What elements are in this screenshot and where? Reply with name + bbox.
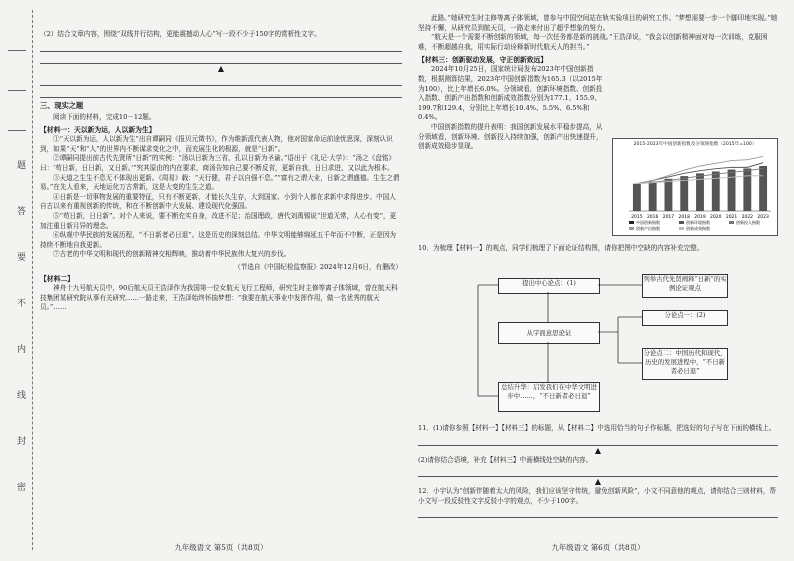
chart-bar (665, 179, 673, 211)
chart-bar (743, 168, 751, 211)
material-one-body (40, 135, 402, 260)
chart-tick-label: 2015 (631, 215, 643, 220)
chart-plot (613, 147, 777, 233)
chart-legend-label: 创新投入指数 (736, 220, 760, 225)
material-one-title: 【材料一：天以新为运，人以新为生】 (40, 126, 156, 135)
binding-label: 要 (15, 252, 25, 261)
page-footer-left: 九年级语文 第5页（共8页） (174, 543, 268, 552)
binding-line[interactable] (8, 90, 26, 91)
triangle-mark: ▲ (594, 445, 602, 455)
triangle-mark: ▲ (594, 477, 602, 487)
instruction: 阅读下面的材料，完成10－12题。 (53, 112, 156, 121)
chart-bar (633, 184, 641, 211)
page-footer-right: 九年级语文 第6页（共8页） (551, 543, 645, 552)
material-one-paragraph: ②谭嗣同提出前古代先贤所“日新”的实例：“汤以日新为三省，孔以日新为圣谕。”语出于《礼记·大学》：“汤之《盘铭》曰：‘苟日新，日日新，又日新。’”究其原由的内在要求，商汤告知自己要不断反省，更新自我，日日求进，又以此为根本。 (40, 154, 396, 172)
flowchart-right3: 分论点二：中国历代和现代，历史的发展进程中，“不日新者必日退” (642, 348, 728, 380)
question-11b: (2)请你结合语境，补充【材料三】中画横线处空缺的内容。 (418, 455, 593, 464)
chart-bar (649, 182, 657, 211)
answer-line[interactable] (40, 86, 402, 98)
chart-bar (712, 171, 720, 211)
chart-legend-swatch (679, 221, 684, 224)
chart-legend-label: 创新环境指数 (686, 220, 710, 225)
answer-line[interactable] (40, 40, 402, 52)
triangle-mark: ▲ (217, 63, 225, 73)
material-three-text2: 中国创新指数的提升表明：我国创新发展水平稳步提高，从分领域看，创新环境、创新投入持续加强，创新产出快速提升，创新成效稳步显现。 (418, 122, 603, 151)
flowchart-conclusion: 总结升华：启发我们在中华文明进步中……，“不日新者必日退” (498, 382, 600, 412)
flowchart (418, 270, 778, 420)
material-one-paragraph: ④日新是一切事物发展的重要特征，只有不断更新，才能长久生存，大到国家、小到个人都在求新中求得进步。中国人自古以来有重视创新的传统，和在不断创新中大发展、建设现代化强国。 (40, 192, 396, 211)
material-three-text: 2024年10月25日，国家统计局发布2023年中国创新指数，根据测算结果，2023年中国创新指数为165.3（以2015年为100），比上年增长6.0%。分领域看，创新环境指数、创新投入指数、创新产出指数和创新成效指数分别为177.1、155.9、199.7和129.4，分别比上年增长10.4%、5.5%、6.5%和0.4%。 (418, 65, 603, 122)
chart-tick-label: 2021 (725, 215, 738, 220)
chart-legend-label: 创新成效指数 (686, 226, 710, 231)
chart-legend-label: 中国创新指数 (636, 220, 660, 225)
material-two-paragraph: “航天是一个需要不断创新的领域，每一次任务都是新的挑战。”王浩泽说，“我会以创新精神面对每一次训练，克服困难，不断超越自我，用实际行动诠释新时代航天人的担当。” (418, 33, 768, 51)
chart-legend-swatch (629, 221, 634, 224)
question-intro: （2）结合文章内容，围绕“双线并行结构，更能震撼动人心”写一段不少于150字的赏析性文字。 (40, 30, 321, 38)
flowchart-right2[interactable]: 分论点一：(2) (642, 310, 728, 326)
chart-tick-label: 2016 (646, 215, 659, 220)
flowchart-center: 提出中心论点：(1) (498, 278, 600, 294)
binding-line[interactable] (8, 50, 26, 51)
answer-line[interactable] (418, 434, 778, 446)
chart-bar (728, 170, 736, 211)
question-11a: 11．(1)请你参照【材料一】【材料三】的标题，从【材料二】中选用恰当的句子作标题，把选好的句子写在下面的横线上。 (418, 424, 776, 432)
chart-title: 2015-2023年中国创新指数及分领域指数（2015年=100） (633, 142, 757, 147)
right-page (418, 0, 778, 561)
innovation-index-chart (612, 138, 778, 236)
material-one-paragraph: ⑦古老的中华文明和现代的创新精神交相辉映，推动着中华民族伟大复兴的步伐。 (53, 250, 291, 259)
chart-legend-swatch (679, 227, 684, 230)
material-three-title: 【材料三：创新驱动发展，守正创新致远】 (418, 56, 548, 65)
material-one-paragraph: ①“天以新为运，人以新为生”出自谭嗣同《报贝元徵书》，作为维新派代表人物，他对国家命运前途忧思深，深刻认识到，如果“天”和“人”的世界内不断谋求变化之中，而充展生化的根源，就是“日新”。 (40, 135, 393, 153)
question-12: 12．小宇认为“创新伴随着太大的风险，我们应该坚守传统，避免创新风险”，小文不同意他的观点，请你结合三则材料，帮小文写一段反驳性文字反驳小宇的观点，不少于100字。 (418, 487, 777, 505)
chart-bar (759, 166, 767, 211)
chart-bar (680, 176, 688, 211)
flowchart-right1: 列举古代先贤阐释“日新”的实例论证观点 (642, 274, 728, 298)
chart-tick-label: 2020 (710, 215, 722, 220)
chart-legend-label: 创新产出指数 (636, 226, 660, 231)
binding-label: 答 (15, 206, 25, 215)
left-page (40, 0, 402, 561)
material-one-paragraph: ③天道之生生不息无不体现出更新。《周易》载：“天行健，君子以自强不息。”“富有之谓大业，日新之谓盛德。生生之谓易。”在先人看来，天地运化万古常新，这是大变的生生之道。 (40, 173, 400, 192)
material-one-paragraph: ⑤“苟日新，日日新”。对个人来说，要不断充实自身，改进不足；治国理政，唐代刘禹锡说“世道无常，人心有变”，更加注重日新月异的理念。 (40, 211, 397, 230)
chart-legend-swatch (629, 227, 634, 230)
flowchart-from-meaning: 从字面意思论证 (498, 322, 600, 344)
binding-label: 不 (15, 298, 25, 307)
chart-tick-label: 2022 (741, 215, 754, 220)
binding-label: 题 (15, 160, 25, 169)
binding-line[interactable] (8, 130, 26, 131)
binding-label: 封 (15, 436, 25, 445)
answer-line[interactable] (418, 465, 778, 477)
material-one-paragraph: ⑥纵观中华民族的发展历程，“不日新者必日退”。这是历史的深刻总结。中华文明能够绵延五千年而不中断，正是因为持续不断地自我更新。 (40, 231, 397, 249)
flowchart-connectors (418, 270, 778, 420)
answer-line[interactable] (418, 506, 778, 518)
binding-label: 线 (15, 390, 25, 399)
material-two-paragraph: 此路。”她研究生时主修等离子体领域，曾参与中国空间站在轨实验项目的研究工作。“梦想需要一步一个脚印地实现。”她坚持不懈，从研究员到航天员，一路走来付出了超乎想象的努力。 (418, 14, 778, 32)
chart-legend-swatch (729, 221, 734, 224)
binding-label: 内 (15, 344, 25, 353)
material-two-title: 【材料二】 (40, 274, 74, 283)
chart-tick-label: 2023 (757, 215, 769, 220)
chart-tick-label: 2019 (694, 215, 706, 220)
material-two-continued (418, 14, 778, 52)
section-title: 三、现实之题 (40, 100, 84, 110)
answer-line[interactable] (40, 74, 402, 86)
question-10: 10．为梳理【材料一】的观点，同学们梳理了下面论证结构图，请你把图中空缺的内容补充完整。 (418, 244, 704, 252)
binding-label: 密 (15, 482, 25, 491)
material-two-text: 神舟十九号航天员中，90后航天员王浩泽作为我国第一位女航天飞行工程师，研究生时主修等离子体领域，曾在航天科技集团某研究院从事有关研究……一路走来，王浩泽始终怀揣梦想：“我要在航天事业中发挥作用，做一名优秀的航天员。”…… (40, 283, 398, 312)
answer-line[interactable] (40, 52, 402, 64)
binding-margin (6, 10, 33, 550)
chart-tick-label: 2018 (678, 215, 690, 220)
material-one-source: （节选自《中国纪检监察报》2024年12月6日，有删改） (234, 262, 402, 271)
chart-tick-label: 2017 (662, 215, 675, 220)
